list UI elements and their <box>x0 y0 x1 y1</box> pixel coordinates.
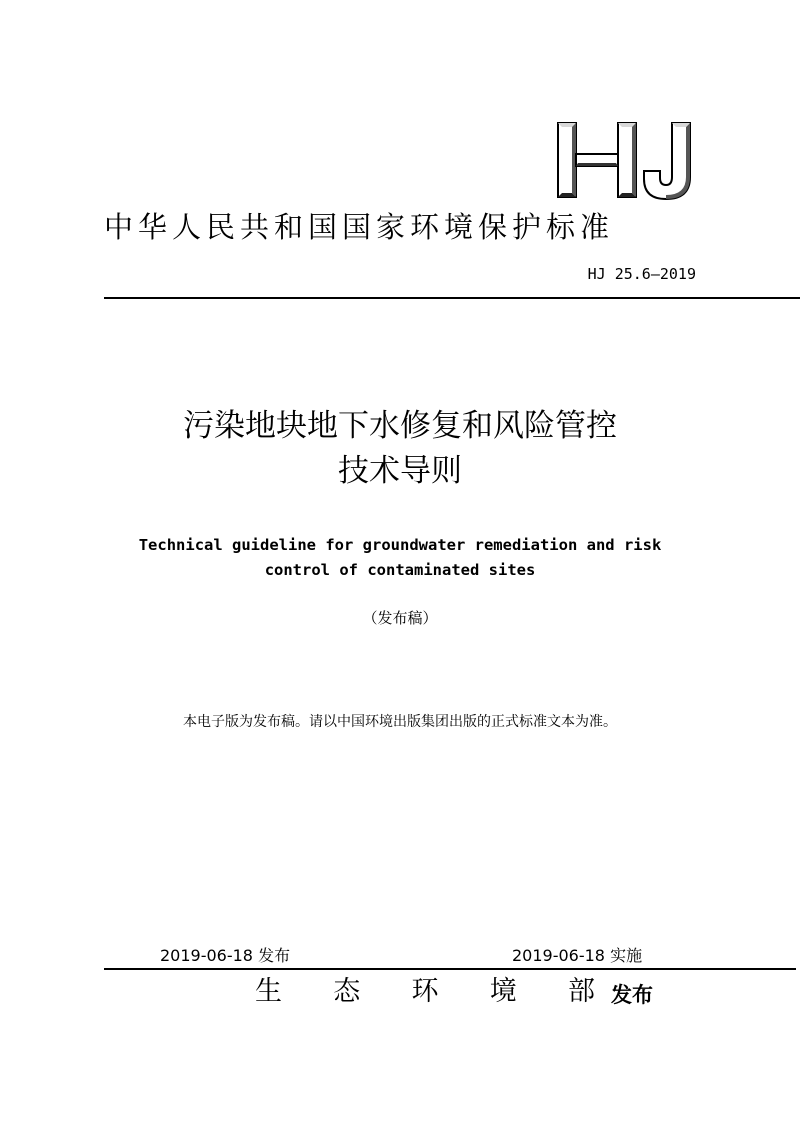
org-title: 中华人民共和国国家环境保护标准 <box>104 210 615 244</box>
ministry-char: 生 <box>255 976 282 1007</box>
cn-title-line-1: 污染地块地下水修复和风险管控 <box>183 408 617 444</box>
ministry-char: 环 <box>411 976 439 1007</box>
draft-note: （发布稿） <box>362 609 438 627</box>
electronic-version-notice: 本电子版为发布稿。请以中国环境出版集团出版的正式标准文本为准。 <box>183 714 617 730</box>
ministry-char: 境 <box>489 976 517 1007</box>
standard-number: HJ 25.6—2019 <box>587 265 696 283</box>
cn-title-line-2: 技术导则 <box>338 453 462 489</box>
hj-logo <box>556 121 696 201</box>
issue-date: 2019-06-18 发布 <box>160 946 291 965</box>
ministry-name <box>255 972 595 1012</box>
en-title-line-2: control of contaminated sites <box>264 561 536 579</box>
bottom-rule-divider <box>104 968 796 970</box>
publish-label: 发布 <box>611 983 653 1007</box>
en-title-line-1: Technical guideline for groundwater remediation and risk <box>138 536 662 554</box>
ministry-char: 态 <box>333 976 361 1007</box>
ministry-char: 部 <box>568 976 595 1007</box>
top-rule-divider <box>104 297 800 299</box>
hj-logo-graphic <box>556 121 696 201</box>
implementation-date: 2019-06-18 实施 <box>512 946 643 965</box>
